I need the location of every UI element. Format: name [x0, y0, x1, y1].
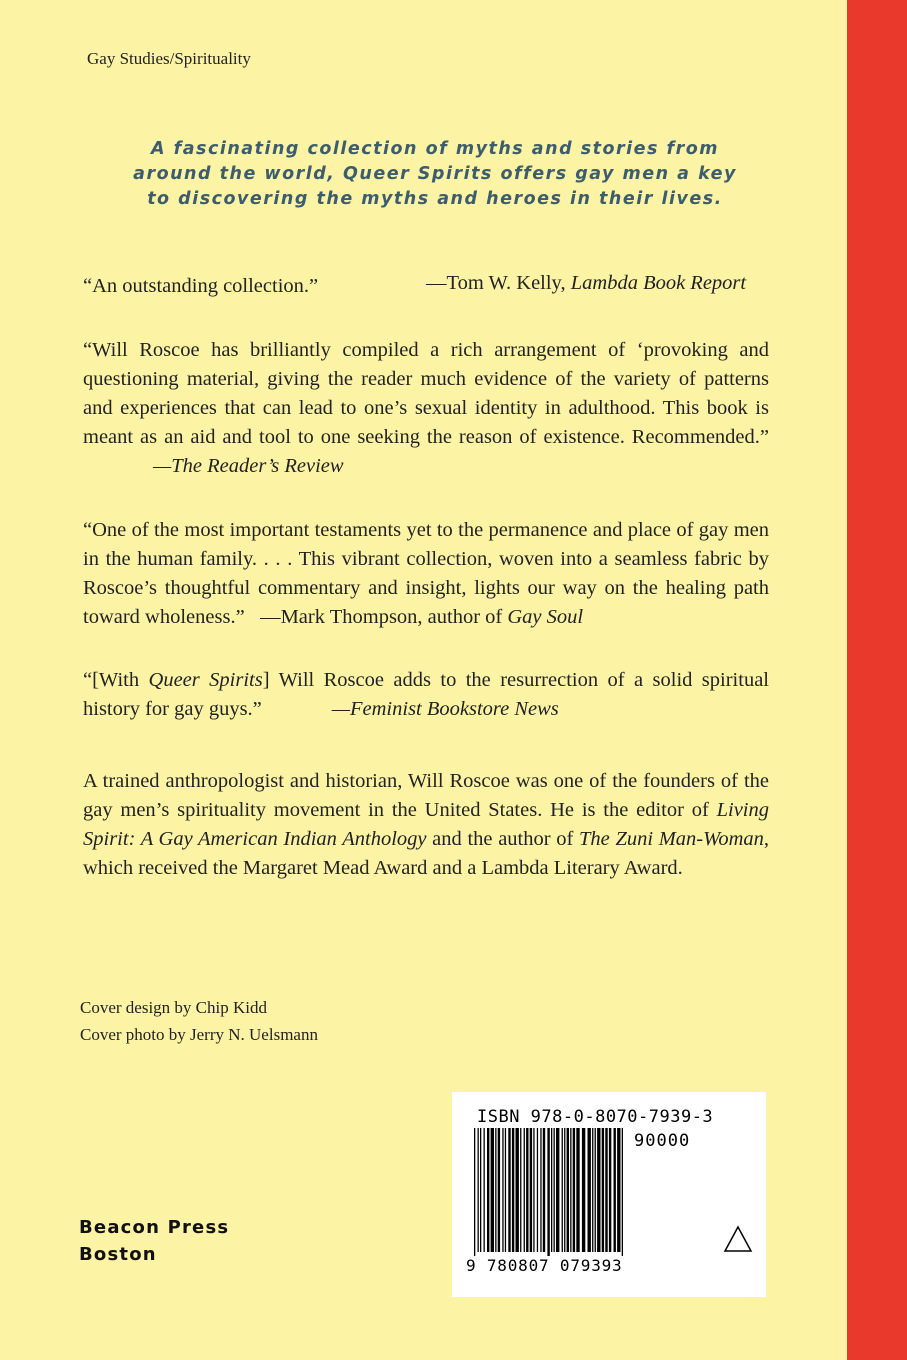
barcode-bar [487, 1128, 489, 1252]
barcode-bar [614, 1128, 616, 1252]
barcode-bar [570, 1128, 571, 1252]
blurb-line-3: to discovering the myths and heroes in their lives. [147, 189, 723, 209]
cover-photo-credit: Cover photo by Jerry N. Uelsmann [80, 1025, 318, 1044]
barcode-bar [524, 1128, 525, 1252]
barcode-bar [543, 1128, 545, 1252]
barcode-bar [617, 1128, 620, 1252]
triangle-icon [723, 1225, 753, 1253]
bio-title-2: The Zuni Man-Woman [579, 828, 764, 850]
barcode-bar [573, 1128, 575, 1252]
review-4-open: “[With [83, 669, 149, 691]
author-bio [83, 767, 769, 883]
bio-part-3: , which received the Margaret Mead Award and a Lambda Literary Award. [83, 828, 770, 879]
barcode-bar [556, 1128, 559, 1252]
barcode-bar [602, 1128, 604, 1252]
review-1-reviewer: —Tom W. Kelly, [426, 272, 571, 294]
barcode-bar [508, 1128, 510, 1252]
review-quote-4 [83, 666, 769, 724]
barcode-bar [551, 1128, 552, 1252]
review-quote-3 [83, 516, 769, 632]
barcode-bar [484, 1128, 485, 1252]
review-quote-4-text: ] Will Roscoe adds to the resurrection of a solid spiritual history for gay guys.” [83, 669, 769, 720]
blurb-line-2-b: offers gay men a key [492, 164, 737, 184]
review-3-reviewer: —Mark Thompson, author of [260, 606, 508, 628]
blurb-line-2-a: around the world, [133, 164, 344, 184]
ean-barcode-bars [472, 1128, 632, 1268]
publisher-name: Beacon Press [79, 1217, 230, 1238]
price-code: 90000 [634, 1131, 691, 1151]
review-1-source: Lambda Book Report [570, 272, 747, 294]
barcode-bar [622, 1128, 623, 1260]
barcode-bar [491, 1128, 494, 1252]
barcode-bar [582, 1128, 585, 1252]
blurb-line-1: A fascinating collection of myths and stories from [150, 139, 720, 159]
ean-digits: 9 780807 079393 [466, 1256, 623, 1275]
bio-part-2: and the author of [426, 828, 580, 850]
bio-title-1: Living Spirit: A Gay American Indian Anthology [83, 799, 769, 850]
barcode-bar [502, 1128, 503, 1252]
barcode-bar [540, 1128, 541, 1252]
red-spine-strip [847, 0, 907, 1360]
blurb [90, 137, 780, 212]
barcode-bar [533, 1128, 534, 1252]
review-quote-1-text: “An outstanding collection.” [83, 275, 319, 297]
barcode-bar [562, 1128, 563, 1252]
barcode-bar [478, 1128, 479, 1252]
review-4-book-title: Queer Spirits [148, 669, 263, 691]
barcode-bar [588, 1128, 591, 1252]
barcode-bar [516, 1128, 519, 1252]
review-quote-2 [83, 336, 769, 481]
barcode-bar [512, 1128, 514, 1252]
publisher-city: Boston [79, 1244, 157, 1265]
barcode-bar [576, 1128, 579, 1252]
barcode-bar [567, 1128, 569, 1252]
barcode-bar [530, 1128, 532, 1252]
barcode-bar [498, 1128, 500, 1252]
review-3-source: Gay Soul [507, 606, 584, 628]
category-label: Gay Studies/Spirituality [87, 49, 251, 68]
barcode-bar [595, 1128, 596, 1252]
blurb-line-2 [90, 162, 780, 187]
blurb-book-title: Queer Spirits [343, 164, 493, 184]
barcode-bar [564, 1128, 565, 1252]
barcode-bar [609, 1128, 611, 1252]
review-quote-3-text: “One of the most important testaments yet to the permanence and place of gay men in the human family. . . . This vibrant collection, woven into a seamless fabric by Roscoe’s thoughtful commentary and insight, lights our way on the healing path toward wholeness.” [83, 519, 769, 628]
barcode-bar [605, 1128, 607, 1252]
barcode-bar [495, 1128, 496, 1252]
review-4-source: —Feminist Bookstore News [331, 698, 559, 720]
cover-credits [80, 994, 318, 1048]
barcode-bar [554, 1128, 555, 1252]
barcode-bar [480, 1128, 481, 1252]
review-2-source: —The Reader’s Review [153, 455, 344, 477]
cover-design-credit: Cover design by Chip Kidd [80, 998, 267, 1017]
barcode-bar [547, 1128, 549, 1260]
bio-part-1: A trained anthropologist and historian, Will Roscoe was one of the founders of the gay men’s spirituality movement in the United States. He is the editor of [83, 770, 769, 821]
review-quote-2-text: “Will Roscoe has brilliantly compiled a rich arrangement of ‘provoking and questioning material, giving the reader much evidence of the variety of patterns and experiences that can lead to one’s sexual identity in adulthood. This book is meant as an aid and tool to one seeking the reason of existence. Recommended.” [83, 339, 769, 448]
barcode-bar [597, 1128, 600, 1252]
publisher [79, 1214, 229, 1268]
barcode-bar [537, 1128, 538, 1252]
barcode-bar [526, 1128, 528, 1252]
isbn-text: ISBN 978-0-8070-7939-3 [477, 1107, 714, 1127]
barcode-bar [592, 1128, 593, 1252]
barcode-bar [474, 1128, 475, 1260]
barcode-bar [520, 1128, 521, 1252]
barcode-bar [505, 1128, 506, 1252]
review-quote-1-attribution [426, 272, 746, 295]
